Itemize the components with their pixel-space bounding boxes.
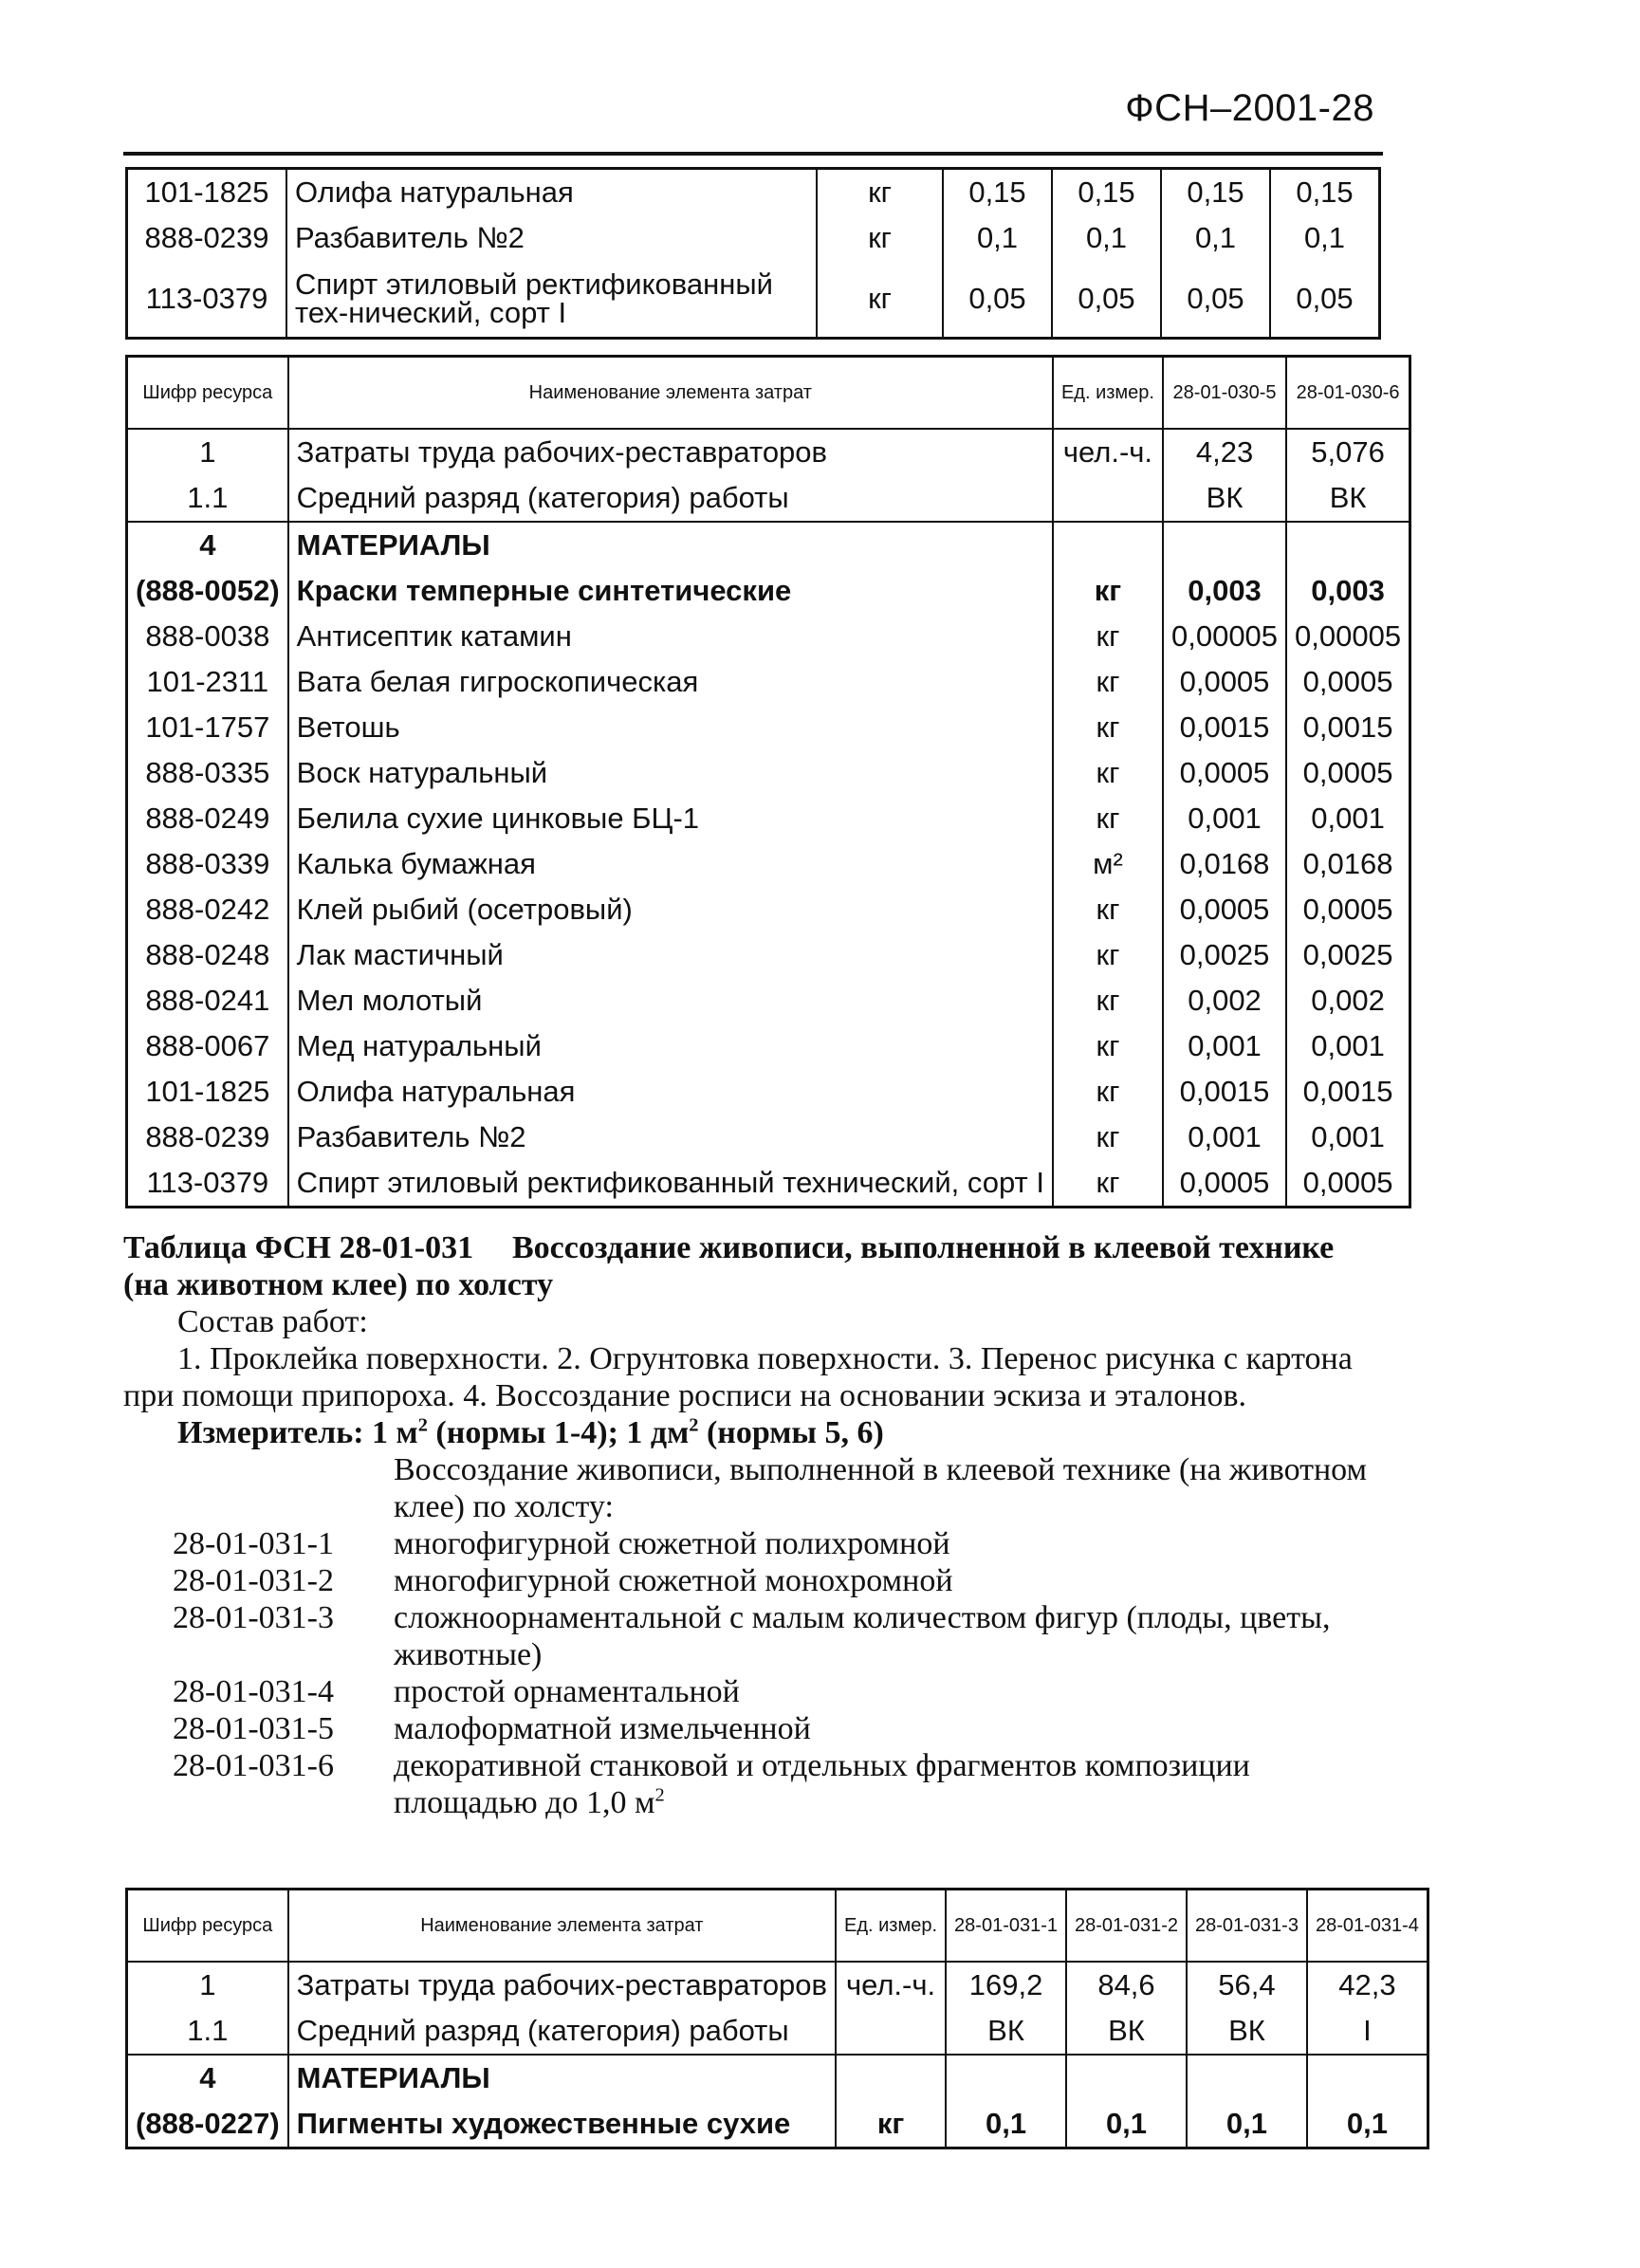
- value-cell: 0,1: [1187, 2101, 1307, 2148]
- norm-sup: 2: [654, 1784, 665, 1806]
- code-cell: 4: [127, 2055, 288, 2101]
- table-row: [127, 1069, 1410, 1115]
- unit-cell: кг: [836, 2101, 946, 2148]
- value-cell: 5,076: [1286, 429, 1410, 475]
- table-title: [123, 1229, 1385, 1303]
- work-title: Состав работ:: [177, 1304, 368, 1339]
- code-cell: (888-0227): [127, 2101, 288, 2148]
- value-cell: ВК: [1187, 2008, 1307, 2055]
- code-cell: 1: [127, 1962, 288, 2008]
- table-row: [127, 614, 1410, 659]
- table-row: [127, 887, 1410, 932]
- header-norm-1: 28-01-031-1: [946, 1890, 1066, 1963]
- measure-mid: (нормы 1-4); 1 дм: [427, 1415, 690, 1450]
- value-cell: 0,1: [1066, 2101, 1187, 2148]
- name-cell: Затраты труда рабочих-реставраторов: [288, 429, 1053, 475]
- value-cell: 0,001: [1163, 1115, 1286, 1160]
- unit-cell: чел.-ч.: [1053, 429, 1163, 475]
- name-cell: Мед натуральный: [288, 1023, 1053, 1069]
- unit-cell: кг: [1053, 796, 1163, 841]
- header-norm-4: 28-01-031-4: [1307, 1890, 1428, 1963]
- name-cell: Ветошь: [288, 705, 1053, 750]
- table-name: Воссоздание живописи, выполненной в клеевой технике (на животном клее) по холсту: [123, 1230, 1335, 1302]
- norm-code: 28-01-031-4: [173, 1674, 334, 1709]
- name-cell: Краски темперные синтетические: [288, 568, 1053, 614]
- unit-cell: кг: [1053, 932, 1163, 978]
- norm-row: [123, 1747, 1385, 1821]
- norm-desc: [394, 1673, 1385, 1710]
- value-cell: 42,3: [1307, 1962, 1428, 2008]
- unit-cell: чел.-ч.: [836, 1962, 946, 2008]
- header-unit: Ед. измер.: [1053, 357, 1163, 430]
- unit-cell: [1053, 475, 1163, 522]
- table-28-01-030: [125, 355, 1411, 1208]
- unit-cell: кг: [817, 169, 943, 216]
- header-name: Наименование элемента затрат: [288, 1890, 836, 1963]
- value-cell: 0,001: [1286, 1023, 1410, 1069]
- code-cell: 1.1: [127, 2008, 288, 2055]
- value-cell: 0,0005: [1163, 887, 1286, 932]
- unit-cell: кг: [1053, 978, 1163, 1023]
- header-rule: [123, 152, 1383, 156]
- value-cell: 0,0015: [1163, 1069, 1286, 1115]
- header-norm-2: 28-01-030-6: [1286, 357, 1410, 430]
- section-heading: МАТЕРИАЛЫ: [288, 522, 1053, 568]
- code-cell: 888-0239: [127, 1115, 288, 1160]
- empty-cell: [946, 2055, 1066, 2101]
- unit-cell: кг: [1053, 1069, 1163, 1115]
- value-cell: 0,001: [1163, 1023, 1286, 1069]
- header-code: Шифр ресурса: [127, 1890, 288, 1963]
- table-row: [127, 978, 1410, 1023]
- table-row: [127, 705, 1410, 750]
- value-cell: 0,05: [1052, 261, 1161, 339]
- value-cell: 0,1: [1307, 2101, 1428, 2148]
- name-cell: Спирт этиловый ректификованный тех-нический, сорт I: [286, 261, 817, 339]
- empty-cell: [1066, 2055, 1187, 2101]
- value-cell: 169,2: [946, 1962, 1066, 2008]
- empty-cell: [1307, 2055, 1428, 2101]
- value-cell: 0,002: [1286, 978, 1410, 1023]
- header-code: Шифр ресурса: [127, 357, 288, 430]
- value-cell: 0,1: [1052, 215, 1161, 261]
- unit-cell: кг: [817, 215, 943, 261]
- name-cell: Пигменты художественные сухие: [288, 2101, 836, 2148]
- value-cell: 0,1: [946, 2101, 1066, 2148]
- value-cell: 0,15: [1161, 169, 1270, 216]
- value-cell: 0,0005: [1286, 887, 1410, 932]
- value-cell: 0,0005: [1163, 1160, 1286, 1208]
- norm-code: 28-01-031-3: [173, 1600, 334, 1635]
- value-cell: 0,0005: [1286, 659, 1410, 705]
- table-header-row: [127, 1890, 1428, 1963]
- unit-cell: м²: [1053, 841, 1163, 887]
- value-cell: 0,0168: [1163, 841, 1286, 887]
- code-cell: 888-0249: [127, 796, 288, 841]
- name-cell: Олифа натуральная: [288, 1069, 1053, 1115]
- table-row: [127, 1962, 1428, 2008]
- name-cell: Разбавитель №2: [288, 1115, 1053, 1160]
- value-cell: 0,15: [1270, 169, 1380, 216]
- unit-cell: кг: [1053, 1115, 1163, 1160]
- value-cell: ВК: [1286, 475, 1410, 522]
- value-cell: 0,05: [1161, 261, 1270, 339]
- unit-cell: кг: [1053, 1023, 1163, 1069]
- value-cell: 0,1: [1270, 215, 1380, 261]
- table-row: [127, 522, 1410, 568]
- table-row: [127, 1160, 1410, 1208]
- value-cell: 0,0005: [1163, 750, 1286, 796]
- name-cell: Клей рыбий (осетровый): [288, 887, 1053, 932]
- name-cell: Лак мастичный: [288, 932, 1053, 978]
- norm-desc: [394, 1562, 1385, 1599]
- table-row: [127, 932, 1410, 978]
- measure-sup-1: 2: [417, 1414, 428, 1436]
- norms-intro-row: [123, 1451, 1385, 1525]
- name-cell: Затраты труда рабочих-реставраторов: [288, 1962, 836, 2008]
- empty-cell: [1187, 2055, 1307, 2101]
- code-cell: 113-0379: [127, 261, 287, 339]
- table-continuation: [125, 167, 1381, 340]
- value-cell: 0,00005: [1286, 614, 1410, 659]
- name-cell: Олифа натуральная: [286, 169, 817, 216]
- value-cell: 0,001: [1286, 796, 1410, 841]
- value-cell: 0,0015: [1163, 705, 1286, 750]
- norm-code: 28-01-031-2: [173, 1563, 334, 1598]
- table-header-row: [127, 357, 1410, 430]
- unit-cell: кг: [1053, 887, 1163, 932]
- table-row: [127, 2101, 1428, 2148]
- table-row: [127, 568, 1410, 614]
- code-cell: 1: [127, 429, 288, 475]
- value-cell: 0,00005: [1163, 614, 1286, 659]
- code-cell: 1.1: [127, 475, 288, 522]
- table-row: [127, 796, 1410, 841]
- name-cell: Воск натуральный: [288, 750, 1053, 796]
- value-cell: 0,15: [943, 169, 1052, 216]
- table-row: [127, 2055, 1428, 2101]
- value-cell: 0,003: [1163, 568, 1286, 614]
- norm-desc-text: простой орнаментальной: [394, 1674, 740, 1709]
- name-cell: Белила сухие цинковые БЦ-1: [288, 796, 1053, 841]
- unit-cell: кг: [1053, 614, 1163, 659]
- name-cell: Калька бумажная: [288, 841, 1053, 887]
- name-cell: Средний разряд (категория) работы: [288, 2008, 836, 2055]
- code-cell: 888-0248: [127, 932, 288, 978]
- table-row: [127, 475, 1410, 522]
- value-cell: 84,6: [1066, 1962, 1187, 2008]
- table-row: [127, 169, 1380, 216]
- table-row: [127, 841, 1410, 887]
- measure-sup-2: 2: [689, 1414, 699, 1436]
- value-cell: 0,0025: [1163, 932, 1286, 978]
- table-28-01-031: [125, 1888, 1429, 2149]
- value-cell: 0,1: [943, 215, 1052, 261]
- value-cell: I: [1307, 2008, 1428, 2055]
- norm-desc: [394, 1525, 1385, 1562]
- norm-desc: [394, 1599, 1385, 1673]
- value-cell: 56,4: [1187, 1962, 1307, 2008]
- norm-row: [123, 1673, 1385, 1710]
- unit-cell: кг: [1053, 705, 1163, 750]
- norms-intro: Воссоздание живописи, выполненной в клеевой технике (на животном клее) по холсту:: [394, 1452, 1368, 1524]
- norm-code: 28-01-031-6: [173, 1748, 334, 1783]
- norm-code: 28-01-031-1: [173, 1526, 334, 1561]
- name-cell: Спирт этиловый ректификованный технический, сорт I: [288, 1160, 1053, 1208]
- table-row: [127, 429, 1410, 475]
- unit-cell: кг: [817, 261, 943, 339]
- value-cell: 0,0005: [1286, 750, 1410, 796]
- unit-cell: кг: [1053, 750, 1163, 796]
- value-cell: ВК: [1163, 475, 1286, 522]
- measure: [123, 1414, 1385, 1451]
- code-cell: 888-0242: [127, 887, 288, 932]
- table-row: [127, 1115, 1410, 1160]
- norm-row: [123, 1599, 1385, 1673]
- value-cell: 0,001: [1163, 796, 1286, 841]
- code-cell: (888-0052): [127, 568, 288, 614]
- table-row: [127, 215, 1380, 261]
- norm-desc: [394, 1710, 1385, 1747]
- value-cell: 0,15: [1052, 169, 1161, 216]
- table-row: [127, 750, 1410, 796]
- header-norm-1: 28-01-030-5: [1163, 357, 1286, 430]
- norms-list: [123, 1525, 1385, 1821]
- norm-desc: [394, 1747, 1385, 1821]
- code-cell: 101-1757: [127, 705, 288, 750]
- value-cell: 0,0005: [1286, 1160, 1410, 1208]
- norm-row: [123, 1562, 1385, 1599]
- norm-row: [123, 1525, 1385, 1562]
- text-block: [123, 1229, 1385, 1821]
- table-row: [127, 2008, 1428, 2055]
- norm-desc-text: многофигурной сюжетной монохромной: [394, 1563, 953, 1598]
- table-row: [127, 261, 1380, 339]
- name-cell: Разбавитель №2: [286, 215, 817, 261]
- page-header: ФСН–2001-28: [1125, 87, 1374, 129]
- code-cell: 888-0239: [127, 215, 287, 261]
- name-cell: Вата белая гигроскопическая: [288, 659, 1053, 705]
- value-cell: 0,0168: [1286, 841, 1410, 887]
- unit-cell: кг: [1053, 1160, 1163, 1208]
- norm-row: [123, 1710, 1385, 1747]
- norm-desc-text: многофигурной сюжетной полихромной: [394, 1526, 950, 1561]
- work-text: 1. Проклейка поверхности. 2. Огрунтовка поверхности. 3. Перенос рисунка с картона при помощи припороха. 4. Воссоздание росписи на основании эскиза и эталонов.: [123, 1341, 1353, 1413]
- norm-code: 28-01-031-5: [173, 1711, 334, 1746]
- header-norm-2: 28-01-031-2: [1066, 1890, 1187, 1963]
- value-cell: 0,0005: [1163, 659, 1286, 705]
- table-label: Таблица ФСН 28-01-031: [123, 1230, 474, 1265]
- empty-cell: [836, 2055, 946, 2101]
- table-row: [127, 659, 1410, 705]
- name-cell: Антисептик катамин: [288, 614, 1053, 659]
- value-cell: 0,1: [1161, 215, 1270, 261]
- value-cell: 0,0015: [1286, 1069, 1410, 1115]
- code-cell: 888-0241: [127, 978, 288, 1023]
- value-cell: 0,05: [943, 261, 1052, 339]
- unit-cell: кг: [1053, 659, 1163, 705]
- code-cell: 101-2311: [127, 659, 288, 705]
- code-cell: 4: [127, 522, 288, 568]
- code-cell: 888-0339: [127, 841, 288, 887]
- value-cell: ВК: [946, 2008, 1066, 2055]
- section-heading: МАТЕРИАЛЫ: [288, 2055, 836, 2101]
- value-cell: ВК: [1066, 2008, 1187, 2055]
- name-cell: Средний разряд (категория) работы: [288, 475, 1053, 522]
- value-cell: 4,23: [1163, 429, 1286, 475]
- value-cell: 0,05: [1270, 261, 1380, 339]
- value-cell: 0,0025: [1286, 932, 1410, 978]
- unit-cell: [836, 2008, 946, 2055]
- code-cell: 888-0038: [127, 614, 288, 659]
- norm-desc-text: малоформатной измельченной: [394, 1711, 811, 1746]
- name-cell: Мел молотый: [288, 978, 1053, 1023]
- header-unit: Ед. измер.: [836, 1890, 946, 1963]
- norm-desc-text: декоративной станковой и отдельных фрагментов композиции площадью до 1,0 м: [394, 1748, 1250, 1820]
- code-cell: 101-1825: [127, 169, 287, 216]
- code-cell: 101-1825: [127, 1069, 288, 1115]
- value-cell: 0,003: [1286, 568, 1410, 614]
- measure-suffix: (нормы 5, 6): [698, 1415, 884, 1450]
- norm-desc-text: сложноорнаментальной с малым количеством фигур (плоды, цветы, животные): [394, 1600, 1331, 1672]
- value-cell: 0,0015: [1286, 705, 1410, 750]
- unit-cell: кг: [1053, 568, 1163, 614]
- table-row: [127, 1023, 1410, 1069]
- code-cell: 888-0067: [127, 1023, 288, 1069]
- header-name: Наименование элемента затрат: [288, 357, 1053, 430]
- code-cell: 888-0335: [127, 750, 288, 796]
- value-cell: 0,002: [1163, 978, 1286, 1023]
- header-norm-3: 28-01-031-3: [1187, 1890, 1307, 1963]
- value-cell: 0,001: [1286, 1115, 1410, 1160]
- code-cell: 113-0379: [127, 1160, 288, 1208]
- measure-prefix: Измеритель: 1 м: [177, 1415, 418, 1450]
